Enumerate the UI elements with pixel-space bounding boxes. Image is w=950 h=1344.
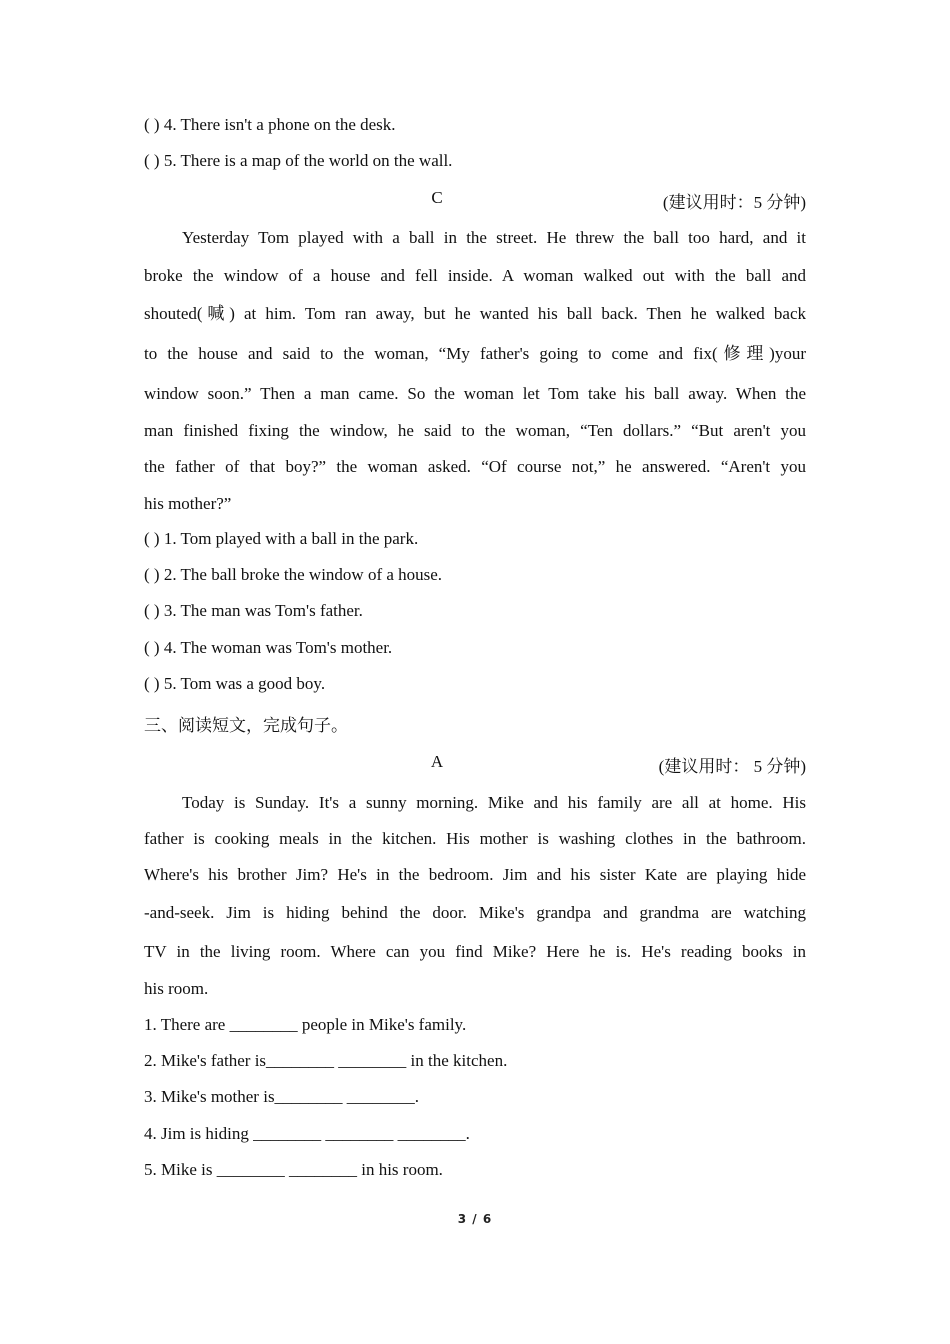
question-c5: ( ) 5. Tom was a good boy. <box>144 674 326 693</box>
passage-line: TV in the living room. Where can you find Mike? Here he is. He's reading books in <box>144 942 806 961</box>
passage-line: his mother?” <box>144 494 232 513</box>
passage-line: Yesterday Tom played with a ball in the street. He threw the ball too hard, and it <box>182 228 806 247</box>
section-c-header <box>144 188 806 212</box>
sentence-a1: 1. There are ________ people in Mike's family. <box>144 1015 467 1034</box>
passage-line: Today is Sunday. It's a sunny morning. Mike and his family are all at home. His <box>182 793 806 812</box>
section-a-letter: A <box>430 752 444 771</box>
question-c2: ( ) 2. The ball broke the window of a house. <box>144 565 443 584</box>
passage-line: broke the window of a house and fell inside. A woman walked out with the ball and <box>144 266 806 285</box>
sentence-a4: 4. Jim is hiding ________ ________ ________. <box>144 1124 470 1143</box>
passage-line: father is cooking meals in the kitchen. His mother is washing clothes in the bathroom. <box>144 829 806 848</box>
passage-line: to the house and said to the woman, “My father's going to come and fix(修理)your <box>144 344 806 363</box>
question-c1: ( ) 1. Tom played with a ball in the park. <box>144 529 419 548</box>
passage-line: Where's his brother Jim? He's in the bedroom. Jim and his sister Kate are playing hide <box>144 865 806 884</box>
section-c-letter: C <box>431 188 443 207</box>
sentence-a3: 3. Mike's mother is________ ________. <box>144 1087 420 1106</box>
section-c-time-hint: (建议用时：5 分钟) <box>662 193 806 212</box>
question-c4: ( ) 4. The woman was Tom's mother. <box>144 638 393 657</box>
sentence-a5: 5. Mike is ________ ________ in his room. <box>144 1160 443 1179</box>
sentence-a2: 2. Mike's father is________ ________ in the kitchen. <box>144 1051 508 1070</box>
page-number: 3 / 6 <box>457 1212 493 1226</box>
passage-line: his room. <box>144 979 209 998</box>
section-a-passage <box>144 791 806 1001</box>
part-three-heading: 三、阅读短文，完成句子。 <box>144 716 348 735</box>
passage-line: -and-seek. Jim is hiding behind the door. Mike's grandpa and grandma are watching <box>144 903 806 922</box>
question-b5: ( ) 5. There is a map of the world on the wall. <box>144 151 453 170</box>
question-c3: ( ) 3. The man was Tom's father. <box>144 601 363 620</box>
passage-line: man finished fixing the window, he said to the woman, “Ten dollars.” “But aren't you <box>144 421 806 440</box>
passage-line: the father of that boy?” the woman asked. “Of course not,” he answered. “Aren't you <box>144 457 806 476</box>
section-a-time-hint: (建议用时： 5 分钟) <box>658 757 806 776</box>
passage-line: shouted(喊) at him. Tom ran away, but he wanted his ball back. Then he walked back <box>144 304 806 323</box>
question-b4: ( ) 4. There isn't a phone on the desk. <box>144 115 396 134</box>
passage-line: window soon.” Then a man came. So the woman let Tom take his ball away. When the <box>144 384 806 403</box>
section-a-header <box>144 752 806 776</box>
section-c-passage <box>144 226 806 516</box>
